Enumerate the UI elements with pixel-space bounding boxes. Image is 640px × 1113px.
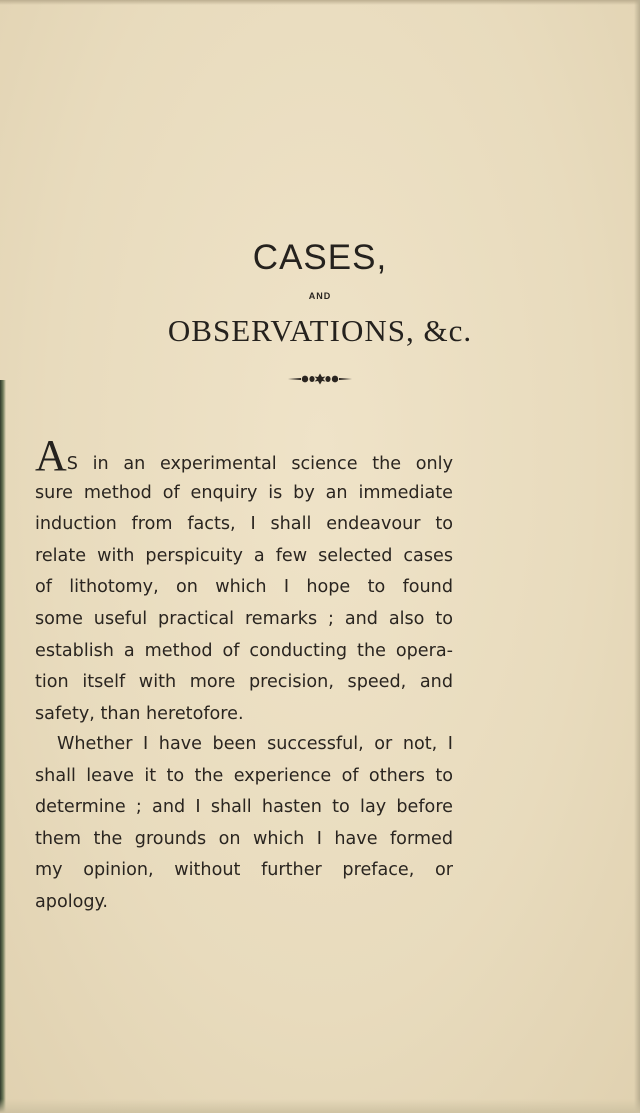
text-line: induction from facts, I shall endeavour to bbox=[35, 514, 453, 535]
paragraph-second bbox=[35, 729, 453, 919]
text-line: sure method of enquiry is by an immediate bbox=[35, 482, 453, 503]
text-line: determine ; and I shall hasten to lay before bbox=[35, 797, 453, 818]
page-top-edge bbox=[0, 0, 640, 5]
page-subtitle: OBSERVATIONS, &c. bbox=[167, 313, 473, 348]
text-line: my opinion, without further preface, or bbox=[35, 860, 453, 881]
text-line: establish a method of conducting the opera- bbox=[35, 640, 453, 661]
text-line: of lithotomy, on which I hope to found bbox=[35, 577, 453, 598]
title-connector: AND bbox=[308, 291, 332, 301]
text-line: safety, than heretofore. bbox=[35, 703, 244, 724]
text-line: them the grounds on which I have formed bbox=[35, 828, 453, 849]
text-line: AS in an experimental science the only bbox=[35, 431, 453, 480]
text-line: tion itself with more precision, speed, and bbox=[35, 672, 453, 693]
page-binding-edge bbox=[0, 380, 6, 1113]
text-line: relate with perspicuity a few selected cases bbox=[35, 545, 453, 566]
paragraph-intro bbox=[35, 431, 453, 730]
text-line: shall leave it to the experience of others to bbox=[35, 765, 453, 786]
page-bottom-edge bbox=[0, 1099, 640, 1113]
decorative-rule-icon bbox=[287, 372, 353, 386]
page-right-edge bbox=[634, 0, 640, 1113]
page-title: CASES, bbox=[252, 238, 388, 277]
text-line: some useful practical remarks ; and also to bbox=[35, 608, 453, 629]
text-line: Whether I have been successful, or not, I bbox=[57, 734, 453, 754]
text-line: apology. bbox=[35, 891, 109, 912]
drop-cap: A bbox=[35, 431, 67, 480]
